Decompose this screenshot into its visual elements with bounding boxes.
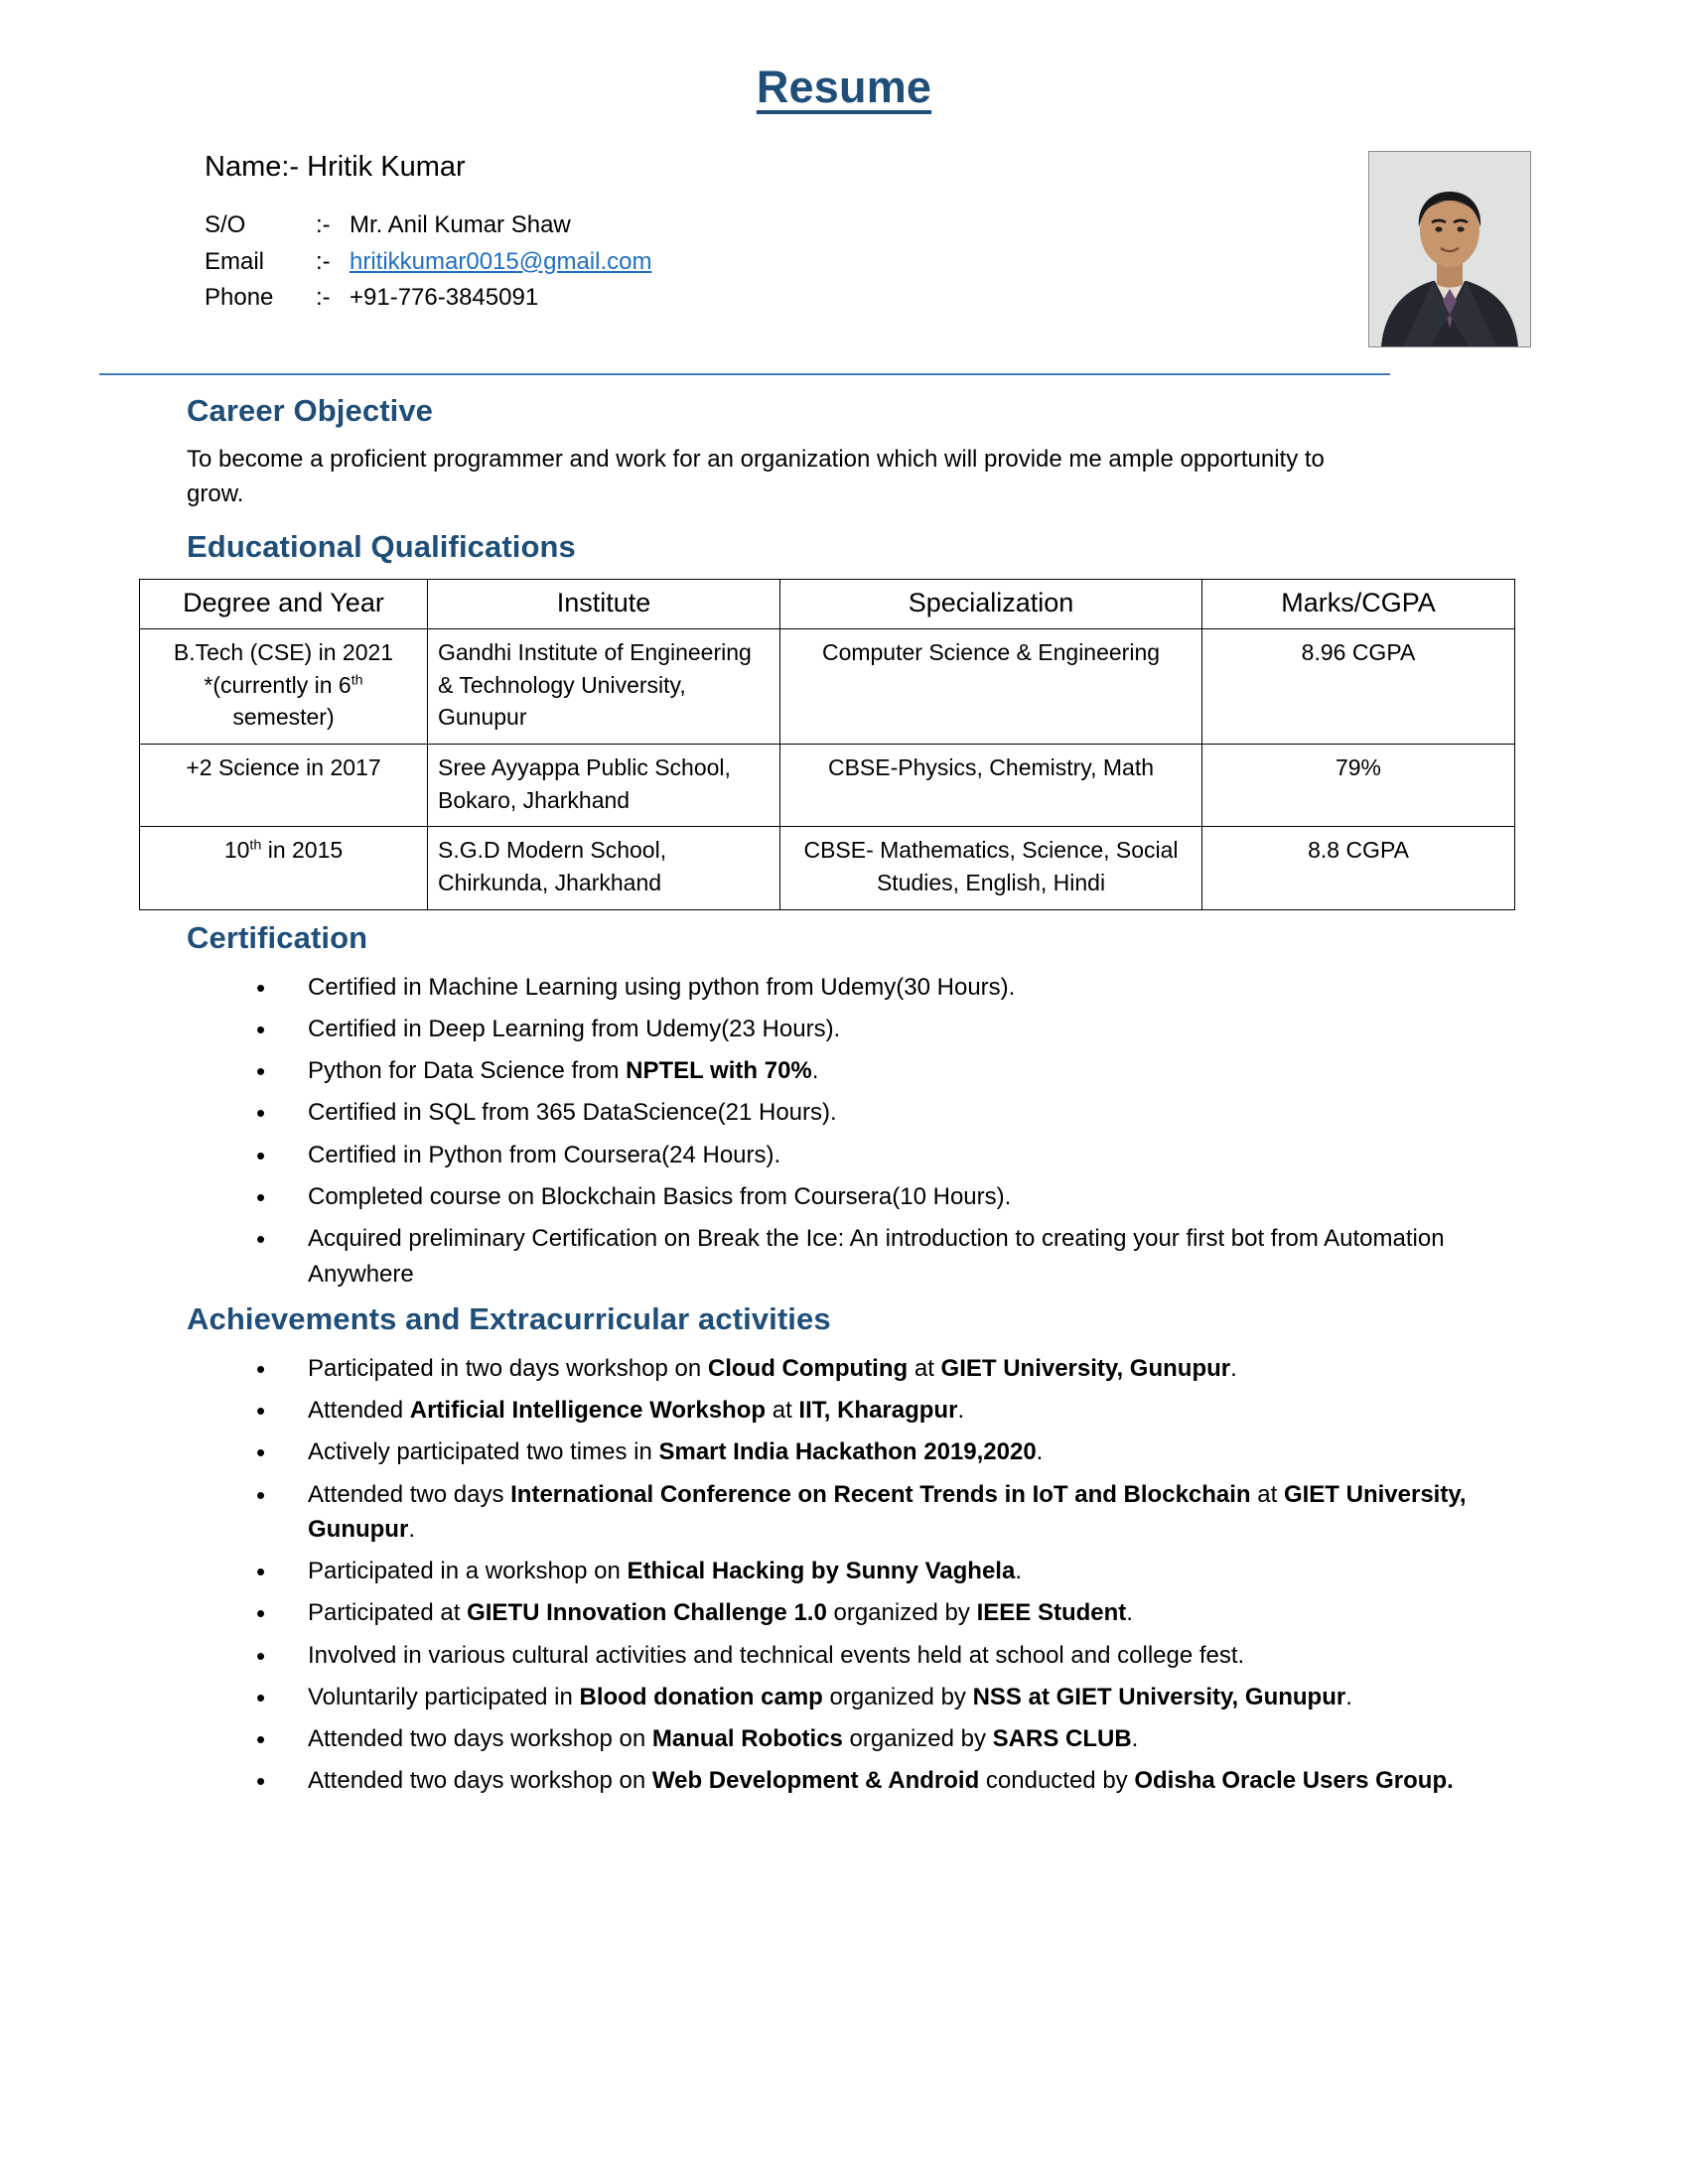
degree-line-2: *(currently in 6	[204, 671, 352, 698]
degree-line-1: 10	[223, 837, 250, 864]
list-item: • Participated at GIETU Innovation Challenge 1.0 organized by IEEE Student.	[256, 1595, 1479, 1630]
achievements-list	[139, 1351, 1549, 1799]
list-item: • Certified in Python from Coursera(24 Hours).	[256, 1138, 1479, 1172]
education-table-header-row	[140, 580, 1515, 629]
cell-marks: 8.96 CGPA	[1202, 629, 1515, 745]
contact-label-email: Email	[205, 247, 265, 275]
cell-degree	[140, 629, 428, 745]
list-item: • Completed course on Blockchain Basics from Coursera(10 Hours).	[256, 1179, 1479, 1214]
list-item: • Actively participated two times in Smart India Hackathon 2019,2020.	[256, 1434, 1479, 1469]
cell-institute: S.G.D Modern School, Chirkunda, Jharkhand	[428, 827, 780, 909]
column-header-specialization: Specialization	[780, 580, 1202, 629]
degree-line-3: in 2015	[261, 837, 344, 864]
column-header-marks: Marks/CGPA	[1202, 580, 1515, 629]
contact-details-table	[205, 207, 651, 317]
header-block	[139, 151, 1549, 347]
list-item: • Involved in various cultural activities and technical events held at school and college fest.	[256, 1638, 1479, 1673]
list-item: • Certified in Deep Learning from Udemy(23 Hours).	[256, 1012, 1479, 1046]
cell-institute: Gandhi Institute of Engineering & Technology University, Gunupur	[428, 629, 780, 745]
degree-ordinal-suffix: th	[351, 672, 363, 689]
cell-marks: 8.8 CGPA	[1202, 827, 1515, 909]
degree-line-1: B.Tech (CSE) in 2021	[173, 639, 394, 666]
education-table	[139, 579, 1515, 910]
degree-line-3: semester)	[232, 704, 335, 731]
document-title-area	[139, 0, 1549, 113]
section-heading-certification: Certification	[187, 919, 368, 955]
list-item: • Voluntarily participated in Blood donation camp organized by NSS at GIET University, Gunupur.	[256, 1680, 1479, 1714]
list-item: • Certified in SQL from 365 DataScience(21 Hours).	[256, 1095, 1479, 1130]
contact-label-so: S/O	[205, 211, 246, 238]
candidate-name: Name:- Hritik Kumar	[205, 151, 466, 183]
list-item: • Python for Data Science from NPTEL with 70%.	[256, 1053, 1479, 1088]
list-item: • Participated in a workshop on Ethical Hacking by Sunny Vaghela.	[256, 1554, 1479, 1588]
photo-illustration	[1369, 152, 1530, 346]
contact-separator-email: :-	[316, 247, 331, 275]
list-item: • Attended two days workshop on Manual Robotics organized by SARS CLUB.	[256, 1721, 1479, 1756]
identity-block	[139, 151, 651, 317]
contact-row-so	[205, 207, 651, 244]
list-item: • Attended two days workshop on Web Development & Android conducted by Odisha Oracle Users Group.	[256, 1763, 1479, 1798]
page-title: Resume	[756, 62, 932, 112]
section-heading-education: Educational Qualifications	[187, 529, 576, 565]
list-item: • Acquired preliminary Certification on Break the Ice: An introduction to creating your first bot from Automation Anywhere	[256, 1221, 1479, 1292]
table-row	[140, 629, 1515, 745]
contact-value-email	[350, 244, 651, 281]
contact-label-phone: Phone	[205, 284, 274, 312]
contact-separator-phone: :-	[316, 284, 331, 312]
certification-list	[139, 970, 1549, 1292]
list-item: • Participated in two days workshop on Cloud Computing at GIET University, Gunupur.	[256, 1351, 1479, 1386]
section-heading-achievements: Achievements and Extracurricular activities	[187, 1300, 831, 1336]
table-row	[140, 827, 1515, 909]
cell-marks: 79%	[1202, 745, 1515, 827]
cell-degree	[140, 827, 428, 909]
list-item: • Attended Artificial Intelligence Workshop at IIT, Kharagpur.	[256, 1393, 1479, 1428]
cell-specialization: CBSE-Physics, Chemistry, Math	[780, 745, 1202, 827]
header-divider	[99, 373, 1390, 375]
list-item: • Certified in Machine Learning using python from Udemy(30 Hours).	[256, 970, 1479, 1005]
contact-separator-so: :-	[316, 211, 331, 238]
column-header-degree: Degree and Year	[140, 580, 428, 629]
degree-ordinal-suffix: th	[249, 837, 262, 854]
table-row	[140, 745, 1515, 827]
cell-specialization: CBSE- Mathematics, Science, Social Studies, English, Hindi	[780, 827, 1202, 909]
contact-value-so: Mr. Anil Kumar Shaw	[350, 211, 571, 238]
section-heading-career-objective: Career Objective	[187, 393, 434, 428]
list-item: • Attended two days International Conference on Recent Trends in IoT and Blockchain at GIET University, Gunupur.	[256, 1477, 1479, 1548]
cell-degree: +2 Science in 2017	[140, 745, 428, 827]
column-header-institute: Institute	[428, 580, 780, 629]
email-link[interactable]: hritikkumar0015@gmail.com	[350, 247, 652, 275]
contact-row-email	[205, 244, 651, 281]
career-objective-text: To become a proficient programmer and work for an organization which will provide me ample opportunity to grow.	[187, 446, 1325, 507]
contact-value-phone: +91-776-3845091	[350, 284, 539, 312]
cell-institute: Sree Ayyappa Public School, Bokaro, Jharkhand	[428, 745, 780, 827]
candidate-photo	[1368, 151, 1531, 347]
cell-specialization: Computer Science & Engineering	[780, 629, 1202, 745]
contact-row-phone	[205, 280, 651, 317]
